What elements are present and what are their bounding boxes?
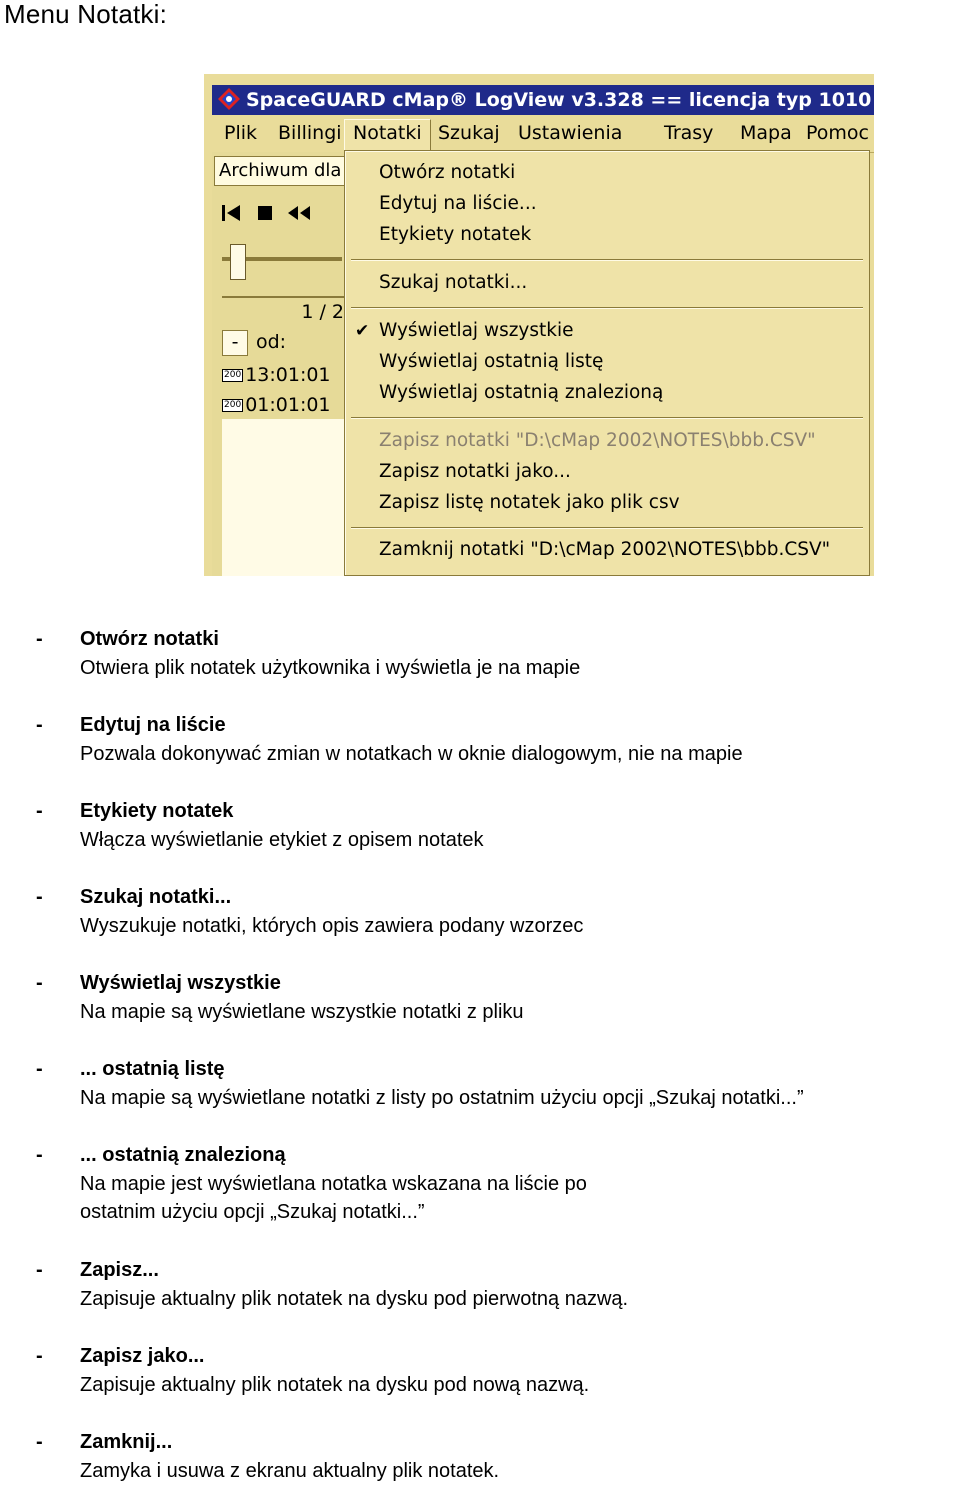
- archive-field[interactable]: Archiwum dla: [214, 156, 350, 186]
- year-badge: 200: [224, 400, 242, 410]
- check-icon: ✔: [355, 321, 370, 341]
- entry-dash: -: [36, 714, 43, 736]
- app-logo-icon: [218, 88, 240, 110]
- entry-name: Zapisz jako...: [80, 1345, 205, 1367]
- menu-separator: [351, 307, 863, 309]
- page-counter: 1 / 2: [222, 296, 344, 326]
- from-label: od:: [256, 331, 287, 353]
- menu-billingi[interactable]: Billingi: [278, 122, 342, 144]
- menu-plik[interactable]: Plik: [224, 122, 258, 144]
- entry-name: Etykiety notatek: [80, 800, 234, 822]
- stop-icon[interactable]: [258, 206, 272, 220]
- entry-description: Wyszukuje notatki, których opis zawiera podany wzorzec: [80, 915, 584, 937]
- entry-name: Wyświetlaj wszystkie: [80, 972, 281, 994]
- menu-szukaj[interactable]: Szukaj: [438, 122, 500, 144]
- menu-item-zamknij-notatki[interactable]: Zamknij notatki "D:\cMap 2002\NOTES\bbb.CSV": [379, 539, 831, 560]
- entry-description: Na mapie są wyświetlane notatki z listy po ostatnim użyciu opcji „Szukaj notatki...”: [80, 1087, 804, 1109]
- menu-item-edytuj-na-liscie[interactable]: Edytuj na liście...: [379, 193, 537, 214]
- minus-button[interactable]: -: [222, 330, 248, 356]
- entry-name: Edytuj na liście: [80, 714, 226, 736]
- entry-description: Na mapie są wyświetlane wszystkie notatki z pliku: [80, 1001, 524, 1023]
- menu-pomoc[interactable]: Pomoc: [806, 122, 869, 144]
- page-title: Menu Notatki:: [4, 0, 168, 29]
- entry-dash: -: [36, 628, 43, 650]
- from-row: [222, 328, 344, 356]
- menu-item-wyswietlaj-ostatnia-znaleziona[interactable]: Wyświetlaj ostatnią znalezioną: [379, 382, 664, 403]
- entry-name: Szukaj notatki...: [80, 886, 232, 908]
- menu-item-etykiety-notatek[interactable]: Etykiety notatek: [379, 224, 532, 245]
- timeline-slider-thumb[interactable]: [230, 244, 246, 280]
- menu-separator: [351, 417, 863, 419]
- menu-separator: [351, 259, 863, 261]
- entry-dash: -: [36, 972, 43, 994]
- year-badge: 200: [224, 370, 242, 380]
- menu-item-wyswietlaj-ostatnia-liste[interactable]: Wyświetlaj ostatnią listę: [379, 351, 604, 372]
- entry-description: Zapisuje aktualny plik notatek na dysku pod pierwotną nazwą.: [80, 1288, 629, 1310]
- entry-dash: -: [36, 1144, 43, 1166]
- entry-name: Zamknij...: [80, 1431, 173, 1453]
- entry-dash: -: [36, 1431, 43, 1453]
- time-row[interactable]: [222, 391, 344, 419]
- entry-dash: -: [36, 1259, 43, 1281]
- menu-ustawienia[interactable]: Ustawienia: [518, 122, 623, 144]
- entry-description: Włącza wyświetlanie etykiet z opisem notatek: [80, 829, 484, 851]
- entry-dash: -: [36, 800, 43, 822]
- entry-name: ... ostatnią listę: [80, 1058, 225, 1080]
- entry-dash: -: [36, 1058, 43, 1080]
- menu-trasy[interactable]: Trasy: [664, 122, 714, 144]
- window-title-bar: [212, 85, 874, 115]
- entry-name: Zapisz...: [80, 1259, 159, 1281]
- notatki-dropdown-menu: [344, 150, 870, 576]
- time-value: 13:01:01: [245, 364, 331, 386]
- entry-description: Otwiera plik notatek użytkownika i wyświetla je na mapie: [80, 657, 581, 679]
- window-title: SpaceGUARD cMap® LogView v3.328 == licencja typ 1010: [246, 89, 872, 111]
- entry-dash: -: [36, 1345, 43, 1367]
- menu-screenshot: [204, 74, 874, 576]
- menu-item-otworz-notatki[interactable]: Otwórz notatki: [379, 162, 516, 183]
- entry-name: ... ostatnią znalezioną: [80, 1144, 286, 1166]
- menu-item-zapisz-liste-csv[interactable]: Zapisz listę notatek jako plik csv: [379, 492, 680, 513]
- menu-item-zapisz-notatki-jako[interactable]: Zapisz notatki jako...: [379, 461, 571, 482]
- menu-item-zapisz-notatki[interactable]: Zapisz notatki "D:\cMap 2002\NOTES\bbb.CSV": [379, 430, 816, 451]
- menu-notatki[interactable]: Notatki: [344, 119, 431, 150]
- entry-description: Zapisuje aktualny plik notatek na dysku pod nową nazwą.: [80, 1374, 590, 1396]
- playback-controls: [220, 200, 346, 226]
- time-row[interactable]: [222, 361, 344, 389]
- menu-item-szukaj-notatki[interactable]: Szukaj notatki...: [379, 272, 528, 293]
- entry-name: Otwórz notatki: [80, 628, 219, 650]
- entry-description: Pozwala dokonywać zmian w notatkach w oknie dialogowym, nie na mapie: [80, 743, 743, 765]
- rewind-icon[interactable]: [288, 206, 310, 220]
- entry-description: Zamyka i usuwa z ekranu aktualny plik notatek.: [80, 1460, 500, 1482]
- list-panel: [222, 419, 344, 576]
- skip-to-start-icon[interactable]: [222, 205, 240, 221]
- entry-dash: -: [36, 886, 43, 908]
- menu-item-wyswietlaj-wszystkie[interactable]: Wyświetlaj wszystkie: [379, 320, 574, 341]
- time-value: 01:01:01: [245, 394, 331, 416]
- menu-bar: [212, 115, 874, 153]
- menu-mapa[interactable]: Mapa: [740, 122, 792, 144]
- menu-separator: [351, 527, 863, 529]
- entry-description: Na mapie jest wyświetlana notatka wskazana na liście po ostatnim użyciu opcji „Szukaj notatki...”: [80, 1173, 587, 1223]
